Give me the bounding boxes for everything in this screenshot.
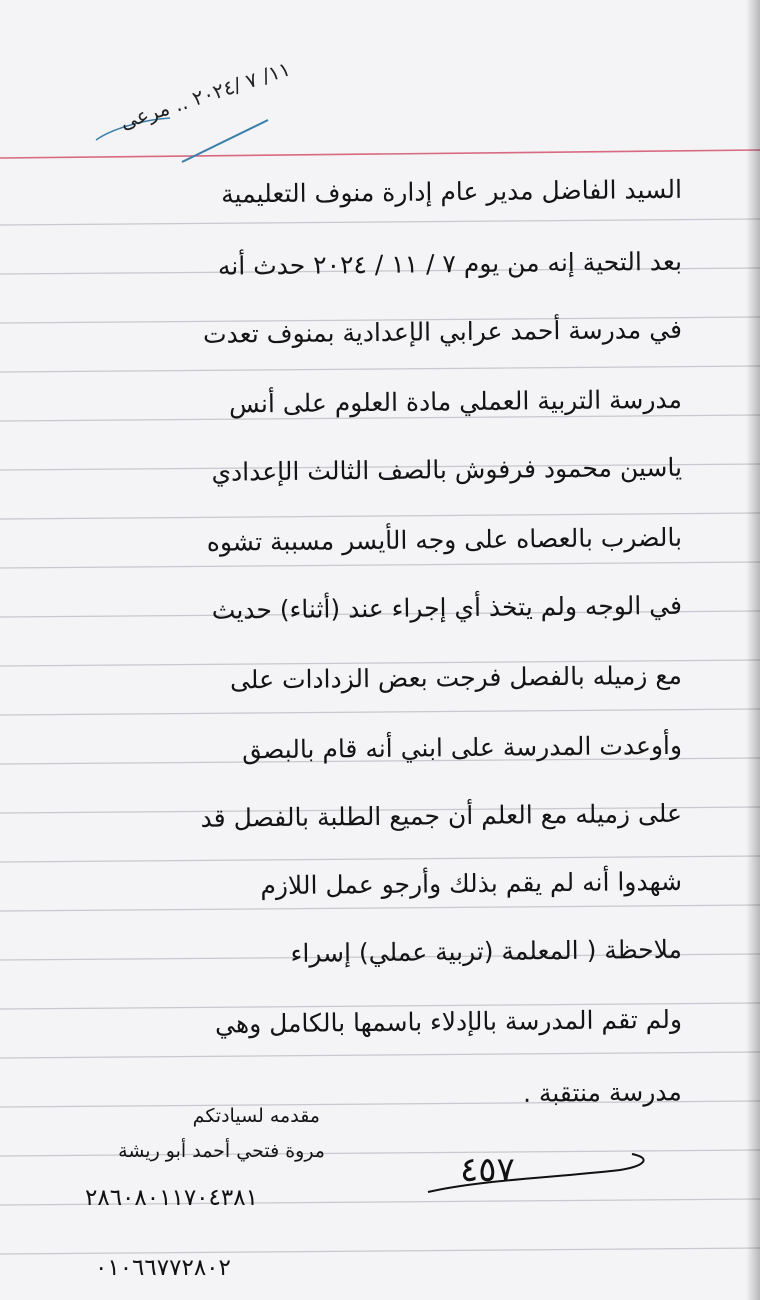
letter-line: في مدرسة أحمد عرابي الإعدادية بمنوف تعدت	[202, 314, 683, 349]
phone-number: ٠١٠٦٦٧٧٢٨٠٢	[95, 1255, 231, 1281]
letter-line: على زميله مع العلم أن جميع الطلبة بالفصل قد	[200, 798, 683, 833]
letter-line: بعد التحية إنه من يوم ٧ / ١١ / ٢٠٢٤ حدث أنه	[217, 246, 683, 281]
page-edge-shadow	[746, 0, 760, 1300]
letter-line: السيد الفاضل مدير عام إدارة منوف التعليمية	[221, 174, 683, 209]
letter-line: بالضرب بالعصاه على وجه الأيسر مسببة تشوه	[206, 522, 683, 557]
signature-flourish	[420, 1140, 660, 1210]
letter-line: ياسين محمود فرفوش بالصف الثالث الإعدادي	[211, 452, 683, 487]
letter-line: في الوجه ولم يتخذ أي إجراء عند (أثناء) حديث	[211, 590, 683, 625]
letter-line: وأوعدت المدرسة على ابني أنه قام بالبصق	[242, 730, 683, 765]
letter-line: ولم تقم المدرسة بالإدلاء باسمها بالكامل وهي	[214, 1004, 683, 1039]
letter-line: ملاحظة ( المعلمة (تربية عملي) إسراء	[290, 934, 683, 968]
letter-line: مدرسة منتقبة .	[522, 1077, 683, 1108]
letter-line: مدرسة التربية العملي مادة العلوم على أنس	[228, 384, 683, 419]
letter-line: مع زميله بالفصل فرجت بعض الزدادات على	[229, 660, 683, 695]
signature-name: مروة فتحي أحمد أبو ريشة	[118, 1140, 325, 1162]
letter-line: شهدوا أنه لم يقم بذلك وأرجو عمل اللازم	[260, 866, 683, 901]
national-id: ٢٨٦٠٨٠١١٧٠٤٣٨١	[85, 1185, 258, 1211]
signature-prefix: مقدمه لسيادتكم	[192, 1105, 320, 1127]
margin-note-text: ١١/ ٧ /٢٠٢٤ .. مرعى	[117, 56, 294, 135]
incoming-number: ٤٥٧	[460, 1150, 515, 1190]
